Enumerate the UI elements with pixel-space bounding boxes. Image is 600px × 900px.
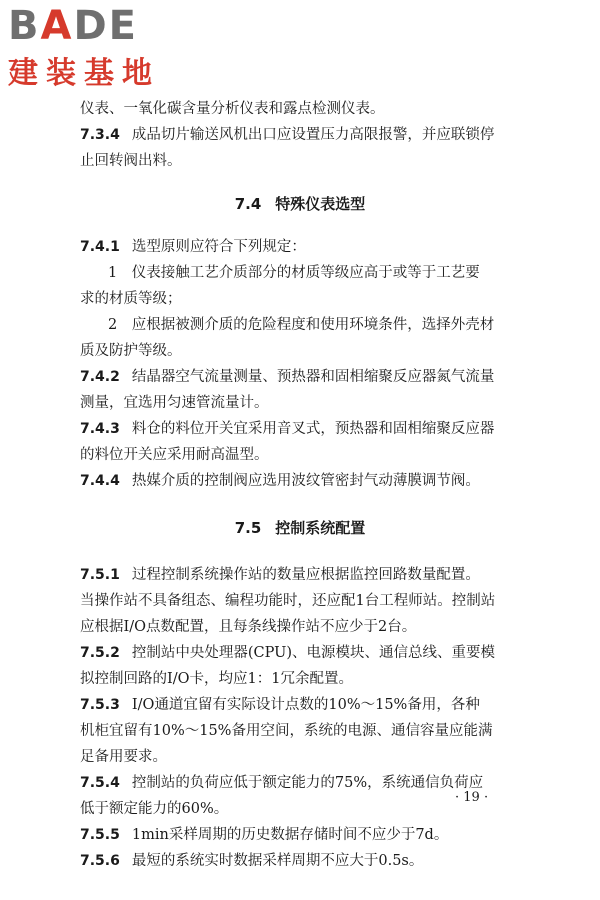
clause-7-4-3	[80, 416, 520, 442]
logo-wordmark	[8, 0, 178, 52]
text-line: 测量，宜选用匀速管流量计。	[80, 395, 269, 411]
text-line: 拟控制回路的I/O卡，均应1：1冗余配置。	[80, 671, 353, 687]
clause-number: 7.5.2	[80, 645, 120, 661]
text-line: 当操作站不具备组态、编程功能时，还应配1台工程师站。控制站	[80, 593, 496, 609]
text-line: 应根据I/O点数配置，且每条线操作站不应少于2台。	[80, 619, 417, 635]
clause-number: 7.4.1	[80, 239, 120, 255]
clause-text: 最短的系统实时数据采样周期不应大于0.5s。	[131, 853, 424, 869]
clause-7-5-1	[80, 562, 520, 588]
clause-text: 成品切片输送风机出口应设置压力高限报警，并应联锁停	[131, 127, 495, 143]
clause-number: 7.4.2	[80, 369, 120, 385]
clause-7-3-4	[80, 122, 520, 148]
list-item-2: 2 应根据被测介质的危险程度和使用环境条件，选择外壳材	[108, 317, 495, 333]
clause-7-5-4	[80, 770, 520, 796]
logo-letters-de: DE	[73, 3, 138, 49]
text-line: 求的材质等级；	[80, 291, 182, 307]
section-heading-7-5	[80, 515, 520, 541]
text-line: 质及防护等级。	[80, 343, 182, 359]
clause-number: 7.5.4	[80, 775, 120, 791]
brand-logo	[8, 0, 178, 92]
clause-text: 选型原则应符合下列规定：	[131, 239, 306, 255]
clause-7-4-1	[80, 234, 520, 260]
section-number: 7.4	[234, 195, 262, 213]
document-page	[80, 96, 520, 874]
clause-text: 控制站的负荷应低于额定能力的75%，系统通信负荷应	[131, 775, 484, 791]
clause-number: 7.4.4	[80, 473, 120, 489]
clause-7-4-4	[80, 468, 520, 494]
clause-number: 7.5.3	[80, 697, 120, 713]
clause-7-4-2	[80, 364, 520, 390]
clause-text: 热媒介质的控制阀应选用波纹管密封气动薄膜调节阀。	[131, 473, 480, 489]
page-number: · 19 ·	[455, 790, 489, 805]
clause-number: 7.5.6	[80, 853, 120, 869]
list-item-1: 1 仪表接触工艺介质部分的材质等级应高于或等于工艺要	[108, 265, 480, 281]
text-line: 低于额定能力的60%。	[80, 801, 229, 817]
text-line: 仪表、一氧化碳含量分析仪表和露点检测仪表。	[80, 101, 385, 117]
clause-text: 料仓的料位开关宜采用音叉式，预热器和固相缩聚反应器	[131, 421, 495, 437]
logo-letter-b: B	[8, 3, 41, 49]
logo-subtitle: 建装基地	[8, 56, 160, 91]
clause-7-5-6	[80, 848, 520, 874]
clause-text: 1min采样周期的历史数据存储时间不应少于7d。	[131, 827, 449, 843]
clause-number: 7.4.3	[80, 421, 120, 437]
clause-text: 结晶器空气流量测量、预热器和固相缩聚反应器氮气流量	[131, 369, 495, 385]
section-heading-7-4	[80, 191, 520, 217]
logo-letter-a: A	[40, 3, 74, 49]
clause-text: 过程控制系统操作站的数量应根据监控回路数量配置。	[131, 567, 480, 583]
clause-number: 7.3.4	[80, 127, 120, 143]
text-line: 足备用要求。	[80, 749, 167, 765]
section-title: 特殊仪表选型	[275, 195, 366, 213]
section-title: 控制系统配置	[275, 519, 366, 537]
text-line: 机柜宜留有10%～15%备用空间，系统的电源、通信容量应能满	[80, 723, 493, 739]
text-line: 止回转阀出料。	[80, 153, 182, 169]
clause-7-5-3	[80, 692, 520, 718]
clause-number: 7.5.1	[80, 567, 120, 583]
clause-text: 控制站中央处理器(CPU)、电源模块、通信总线、重要模	[131, 645, 496, 661]
clause-number: 7.5.5	[80, 827, 120, 843]
clause-7-5-2	[80, 640, 520, 666]
clause-7-5-5	[80, 822, 520, 848]
text-line: 的料位开关应采用耐高温型。	[80, 447, 269, 463]
section-number: 7.5	[234, 519, 262, 537]
clause-text: I/O通道宜留有实际设计点数的10%～15%备用，各种	[131, 697, 480, 713]
